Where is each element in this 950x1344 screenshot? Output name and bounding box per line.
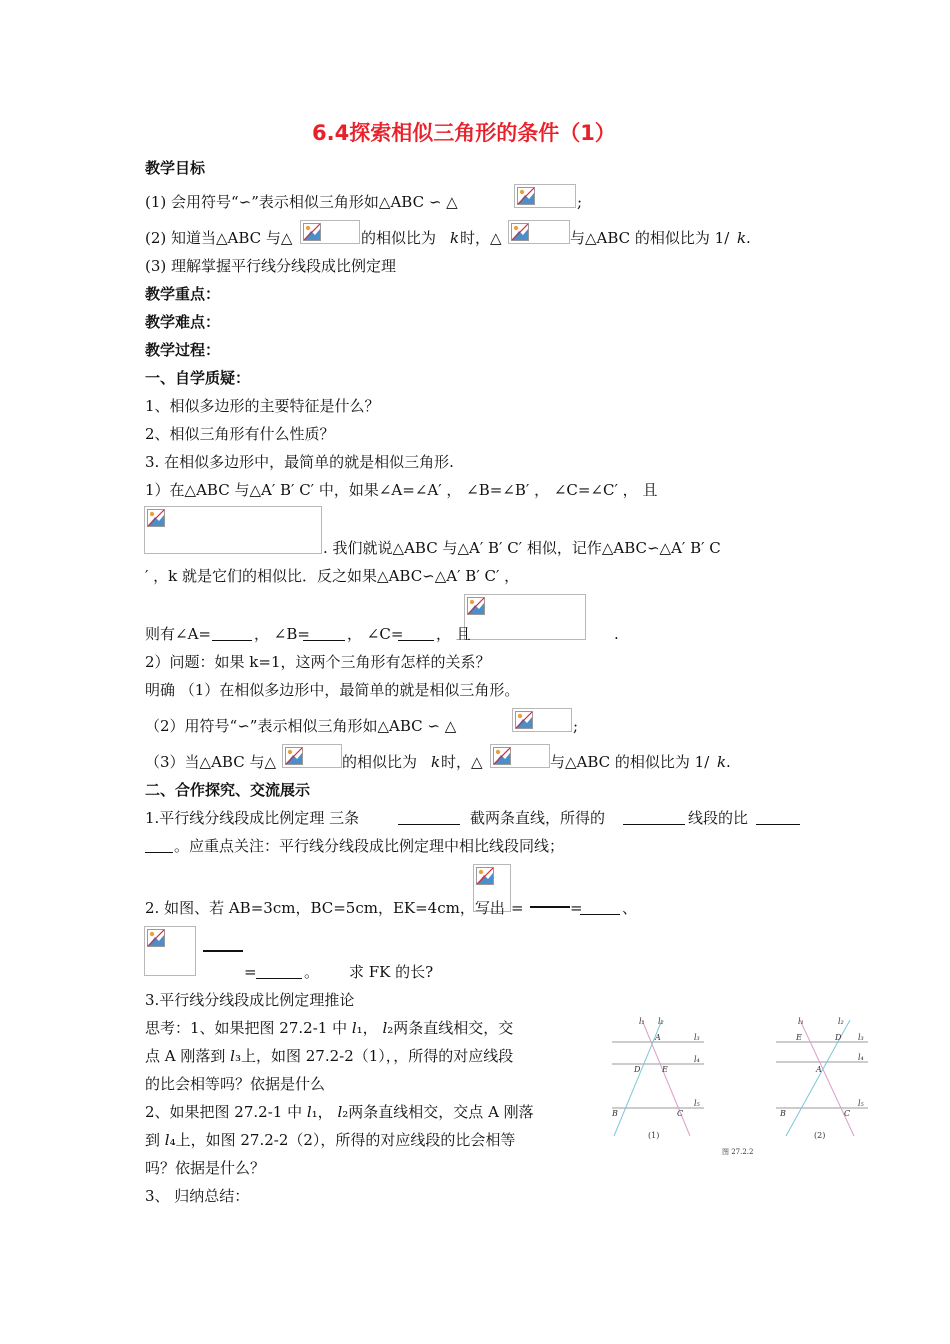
fraction-bar [530,906,570,908]
label-l1: l₁ [639,1017,645,1026]
process-heading: 教学过程： [145,341,221,359]
objective-2-c: 时，△ [460,229,502,247]
item-3-heading: 3.平行线分线段成比例定理推论 [145,991,355,1009]
objective-2-k2: k [737,229,747,247]
answer-blank[interactable] [398,824,460,825]
broken-image-icon [511,223,529,241]
broken-image-icon [147,929,165,947]
parallel-lines-figure [592,1016,910,1158]
objective-2-k: k [450,229,460,247]
broken-image-placeholder [464,594,586,640]
broken-image-placeholder [508,220,570,244]
label-l5: l₅ [858,1099,864,1108]
objective-1-end: ; [577,193,583,211]
question-3-line-5: 2）问题：如果 k=1，这两个三角形有怎样的关系？ [145,653,491,671]
objective-2-e: . [746,229,751,247]
label-E: E [662,1065,668,1074]
figure-caption: 图 27.2.2 [722,1148,754,1156]
question-3-line-4e: . [614,625,619,643]
broken-image-icon [147,509,165,527]
label-D: D [835,1033,842,1042]
label-l1: l₁ [798,1017,804,1026]
label-C: C [844,1109,851,1118]
answer-blank[interactable] [212,640,252,641]
objective-2-a: (2) 知道当△ABC 与△ [145,229,293,247]
label-D: D [634,1065,641,1074]
label-l3: l₃ [694,1033,700,1042]
caption-1: (1) [648,1131,660,1140]
question-3-line-1: 1）在△ABC 与△A′ B′ C′ 中，如果∠A=∠A′ ， ∠B=∠B′ ， ∠C=∠C′ ， 且 [145,481,658,499]
think-line-6: 吗？依据是什么？ [145,1159,266,1177]
broken-image-icon [517,187,535,205]
question-3-line-8d: 与△ABC 的相似比为 1/ [550,753,710,771]
answer-blank[interactable] [303,640,345,641]
label-A: A [816,1065,822,1074]
question-3-line-8-k: k [431,753,441,771]
think-line-1: 思考：1、如果把图 27.2-1 中 l₁， l₂两条直线相交，交 [145,1019,514,1037]
difficulties-heading: 教学难点： [145,313,221,331]
item-2-eq-3: = [244,963,257,981]
label-A: A [655,1033,661,1042]
item-1-a: 1.平行线分线段成比例定理 三条 [145,809,360,827]
key-points-heading: 教学重点： [145,285,221,303]
caption-2: (2) [814,1131,826,1140]
objective-3: (3) 理解掌握平行线分线段成比例定理 [145,257,397,275]
question-3-line-4b: ， ∠B= [254,625,310,643]
question-3-line-8b: 的相似比为 [342,753,418,771]
question-3-line-4c: ， ∠C= [347,625,404,643]
label-l4: l₄ [858,1053,864,1062]
answer-blank[interactable] [256,978,302,979]
answer-blank[interactable] [756,824,800,825]
broken-image-placeholder [490,744,550,768]
question-3-line-7: （2）用符号“∽”表示相似三角形如△ABC ∽ △ [145,717,457,735]
question-3-line-2: . 我们就说△ABC 与△A′ B′ C′ 相似，记作△ABC∽△A′ B′ C [323,539,721,557]
answer-blank[interactable] [580,914,620,915]
broken-image-icon [285,747,303,765]
page-title: 6.4探索相似三角形的条件（1） [312,121,616,145]
item-1-d: 。应重点关注：平行线分线段成比例定理中相比线段同线； [174,837,565,855]
broken-image-icon [467,597,485,615]
item-2-eq-2: = [570,899,583,917]
fraction-bar [203,950,243,952]
question-3-line-7-end: ; [573,717,579,735]
question-3-line-6: 明确 （1）在相似多边形中，最简单的就是相似三角形。 [145,681,520,699]
answer-blank[interactable] [623,824,685,825]
item-2-period: 。 [304,963,320,981]
label-l2: l₂ [838,1017,844,1026]
question-3-line-4d: ， 且 [436,625,471,643]
objectives-heading: 教学目标 [145,159,206,177]
question-3-line-3: ′ ，k 就是它们的相似比．反之如果△ABC∽△A′ B′ C′ ， [145,567,520,585]
think-line-2: 点 A 刚落到 l₃上，如图 27.2-2（1），，所得的对应线段 [145,1047,514,1065]
label-B: B [780,1109,786,1118]
label-E: E [796,1033,802,1042]
label-l4: l₄ [694,1055,700,1064]
label-l2: l₂ [658,1017,664,1026]
question-3-line-8e: . [726,753,731,771]
broken-image-icon [515,711,533,729]
think-line-3: 的比会相等吗？依据是什么 [145,1075,326,1093]
broken-image-placeholder [512,708,572,732]
objective-1-text: (1) 会用符号“∽”表示相似三角形如△ABC ∽ △ [145,193,458,211]
broken-image-placeholder [514,184,576,208]
part-2-heading: 二、合作探究、交流展示 [145,781,311,799]
label-l5: l₅ [694,1099,700,1108]
item-2-sep: 、 [622,899,638,917]
item-1-c: 线段的比 [688,809,749,827]
question-3-line-4a: 则有∠A= [145,625,211,643]
think-line-4: 2、如果把图 27.2-1 中 l₁， l₂两条直线相交，交点 A 刚落 [145,1103,534,1121]
question-2: 2、相似三角形有什么性质？ [145,425,335,443]
broken-image-icon [476,867,494,885]
item-1-b: 截两条直线，所得的 [470,809,606,827]
label-l3: l₃ [858,1033,864,1042]
broken-image-placeholder [282,744,342,768]
question-3-line-8-k2: k [717,753,727,771]
part-1-heading: 一、自学质疑： [145,369,251,387]
label-B: B [612,1109,618,1118]
broken-image-placeholder [144,506,322,554]
answer-blank[interactable] [145,852,173,853]
item-2-question: 求 FK 的长? [349,963,434,981]
broken-image-icon [493,747,511,765]
objective-2-d: 与△ABC 的相似比为 1/ [570,229,730,247]
think-line-5: 到 l₄上，如图 27.2-2（2），所得的对应线段的比会相等 [145,1131,516,1149]
broken-image-icon [303,223,321,241]
label-C: C [677,1109,684,1118]
item-2-a: 2. 如图、若 AB=3cm，BC=5cm，EK=4cm，写出 [145,899,505,917]
question-3-line-8a: （3）当△ABC 与△ [145,753,276,771]
objective-2-b: 的相似比为 [361,229,437,247]
broken-image-placeholder [300,220,360,244]
item-2-eq-1: = [511,899,524,917]
summary-line: 3、 归纳总结： [145,1187,250,1205]
question-1: 1、相似多边形的主要特征是什么？ [145,397,380,415]
broken-image-placeholder [144,926,196,976]
question-3: 3. 在相似多边形中，最简单的就是相似三角形. [145,453,454,471]
answer-blank[interactable] [398,640,434,641]
question-3-line-8c: 时，△ [441,753,483,771]
